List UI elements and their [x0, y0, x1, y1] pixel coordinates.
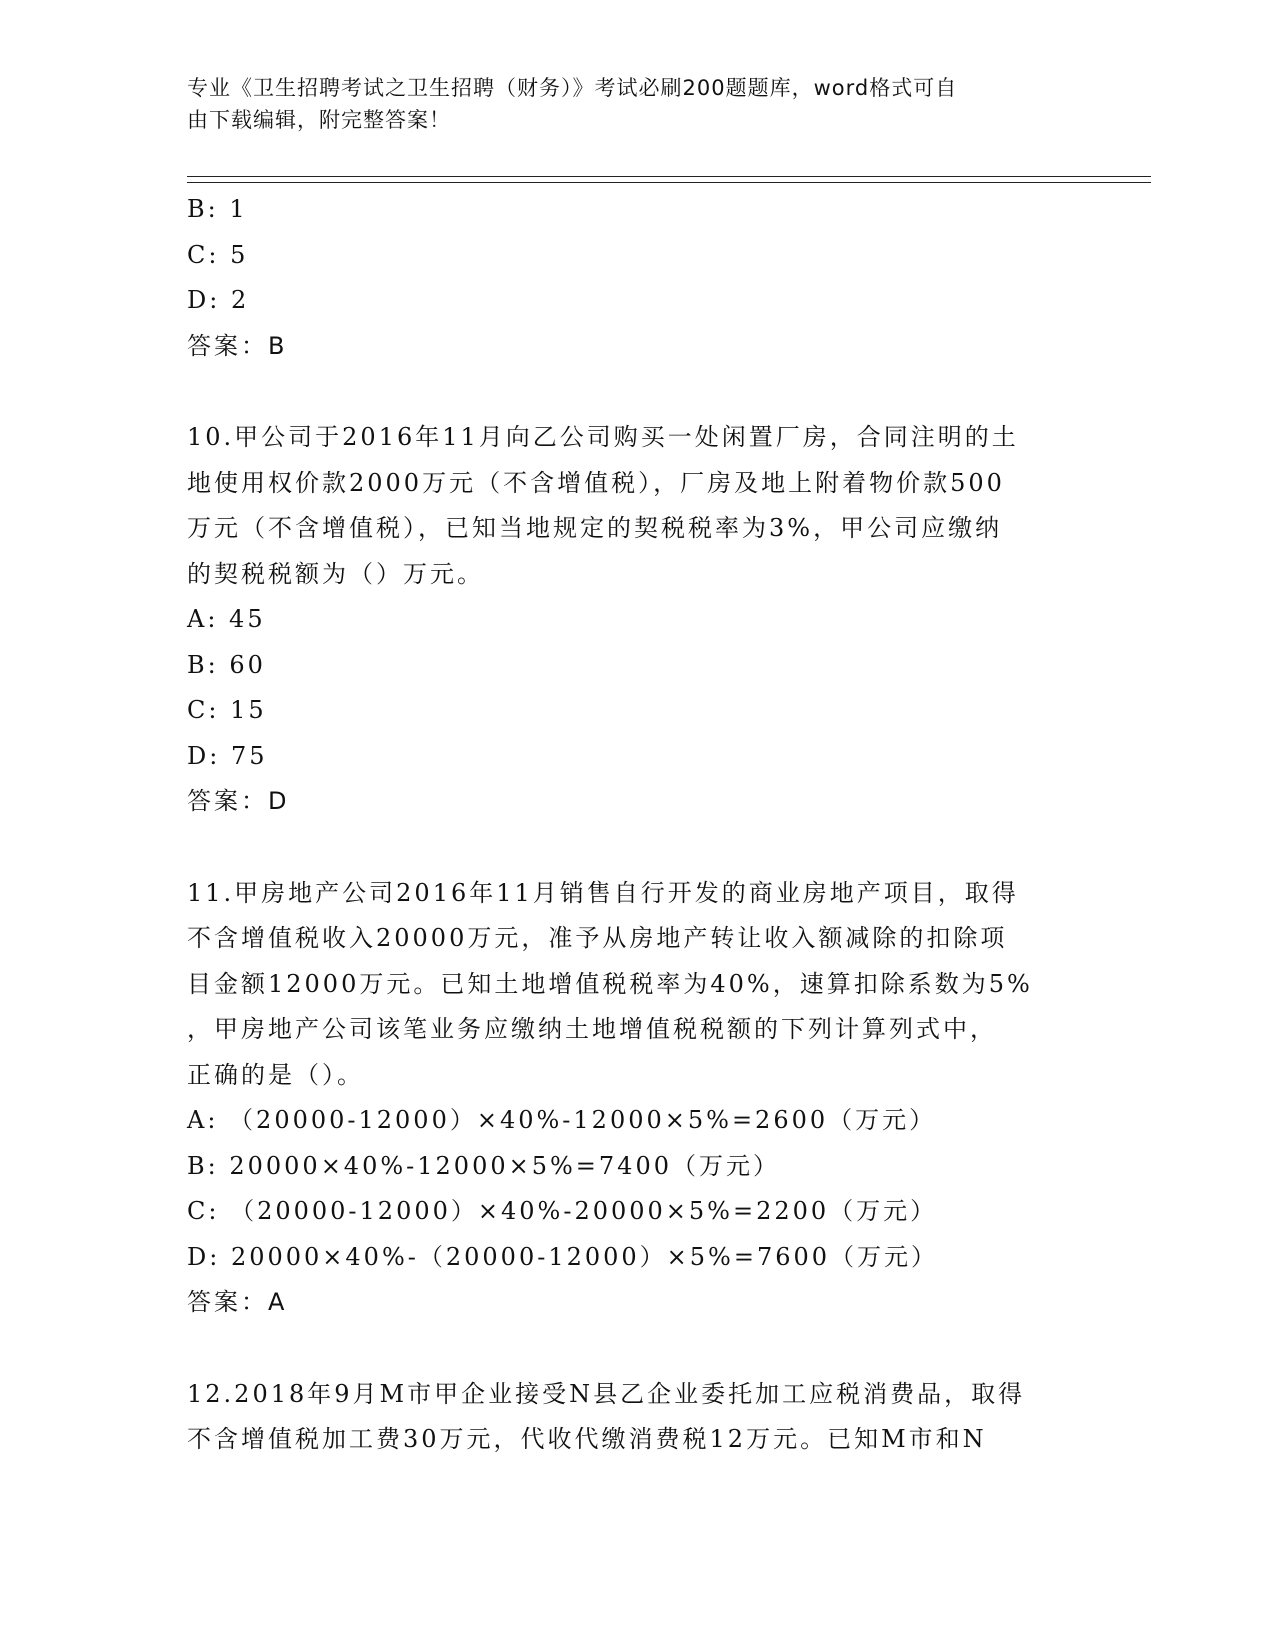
header-rule — [187, 182, 1151, 183]
question-stem-line: 的契税税额为（）万元。 — [187, 559, 484, 588]
document-body — [187, 187, 1087, 1463]
header-line: 由下载编辑，附完整答案！ — [187, 108, 451, 132]
option-a: A: （20000-12000）×40%-12000×5%=2600（万元） — [187, 1106, 937, 1134]
question-block — [187, 871, 1087, 1326]
option-a: A: 45 — [187, 605, 266, 633]
question-stem-line: 不含增值税加工费30万元，代收代缴消费税12万元。已知M市和N — [187, 1425, 987, 1453]
header-rule — [187, 176, 1151, 177]
question-stem-line: 10.甲公司于2016年11月向乙公司购买一处闲置厂房，合同注明的土 — [187, 423, 1019, 451]
option-c: C: 15 — [187, 696, 267, 724]
question-stem-line: 地使用权价款2000万元（不含增值税），厂房及地上附着物价款500 — [187, 468, 1005, 497]
question-block — [187, 415, 1087, 825]
question-stem-line: 不含增值税收入20000万元，准予从房地产转让收入额减除的扣除项 — [187, 924, 1008, 952]
question-stem-line: ，甲房地产公司该笔业务应缴纳土地增值税税额的下列计算列式中， — [187, 1015, 997, 1043]
answer-label: 答案：D — [187, 787, 290, 815]
option-d: D: 75 — [187, 741, 268, 770]
option-d: D: 20000×40%-（20000-12000）×5%=7600（万元） — [187, 1242, 939, 1271]
question-stem-line: 12.2018年9月M市甲企业接受N县乙企业委托加工应税消费品，取得 — [187, 1379, 1026, 1408]
header-line: 专业《卫生招聘考试之卫生招聘（财务）》考试必刷200题题库，word格式可自 — [187, 76, 958, 100]
question-stem-line: 目金额12000万元。已知土地增值税税率为40%，速算扣除系数为5% — [187, 969, 1033, 998]
option-c: C: 5 — [187, 240, 249, 269]
question-block — [187, 187, 1087, 369]
question-stem-line: 万元（不含增值税），已知当地规定的契税税率为3%，甲公司应缴纳 — [187, 514, 1003, 542]
option-b: B: 1 — [187, 195, 248, 223]
answer-label: 答案：A — [187, 1288, 288, 1316]
option-c: C: （20000-12000）×40%-20000×5%=2200（万元） — [187, 1197, 938, 1225]
option-b: B: 20000×40%-12000×5%=7400（万元） — [187, 1151, 780, 1180]
option-b: B: 60 — [187, 650, 266, 679]
question-stem-line: 11.甲房地产公司2016年11月销售自行开发的商业房地产项目，取得 — [187, 878, 1019, 907]
document-header — [187, 72, 1067, 136]
question-block — [187, 1372, 1087, 1463]
answer-label: 答案：B — [187, 331, 288, 360]
option-d: D: 2 — [187, 286, 250, 314]
question-stem-line: 正确的是（）。 — [187, 1060, 364, 1089]
